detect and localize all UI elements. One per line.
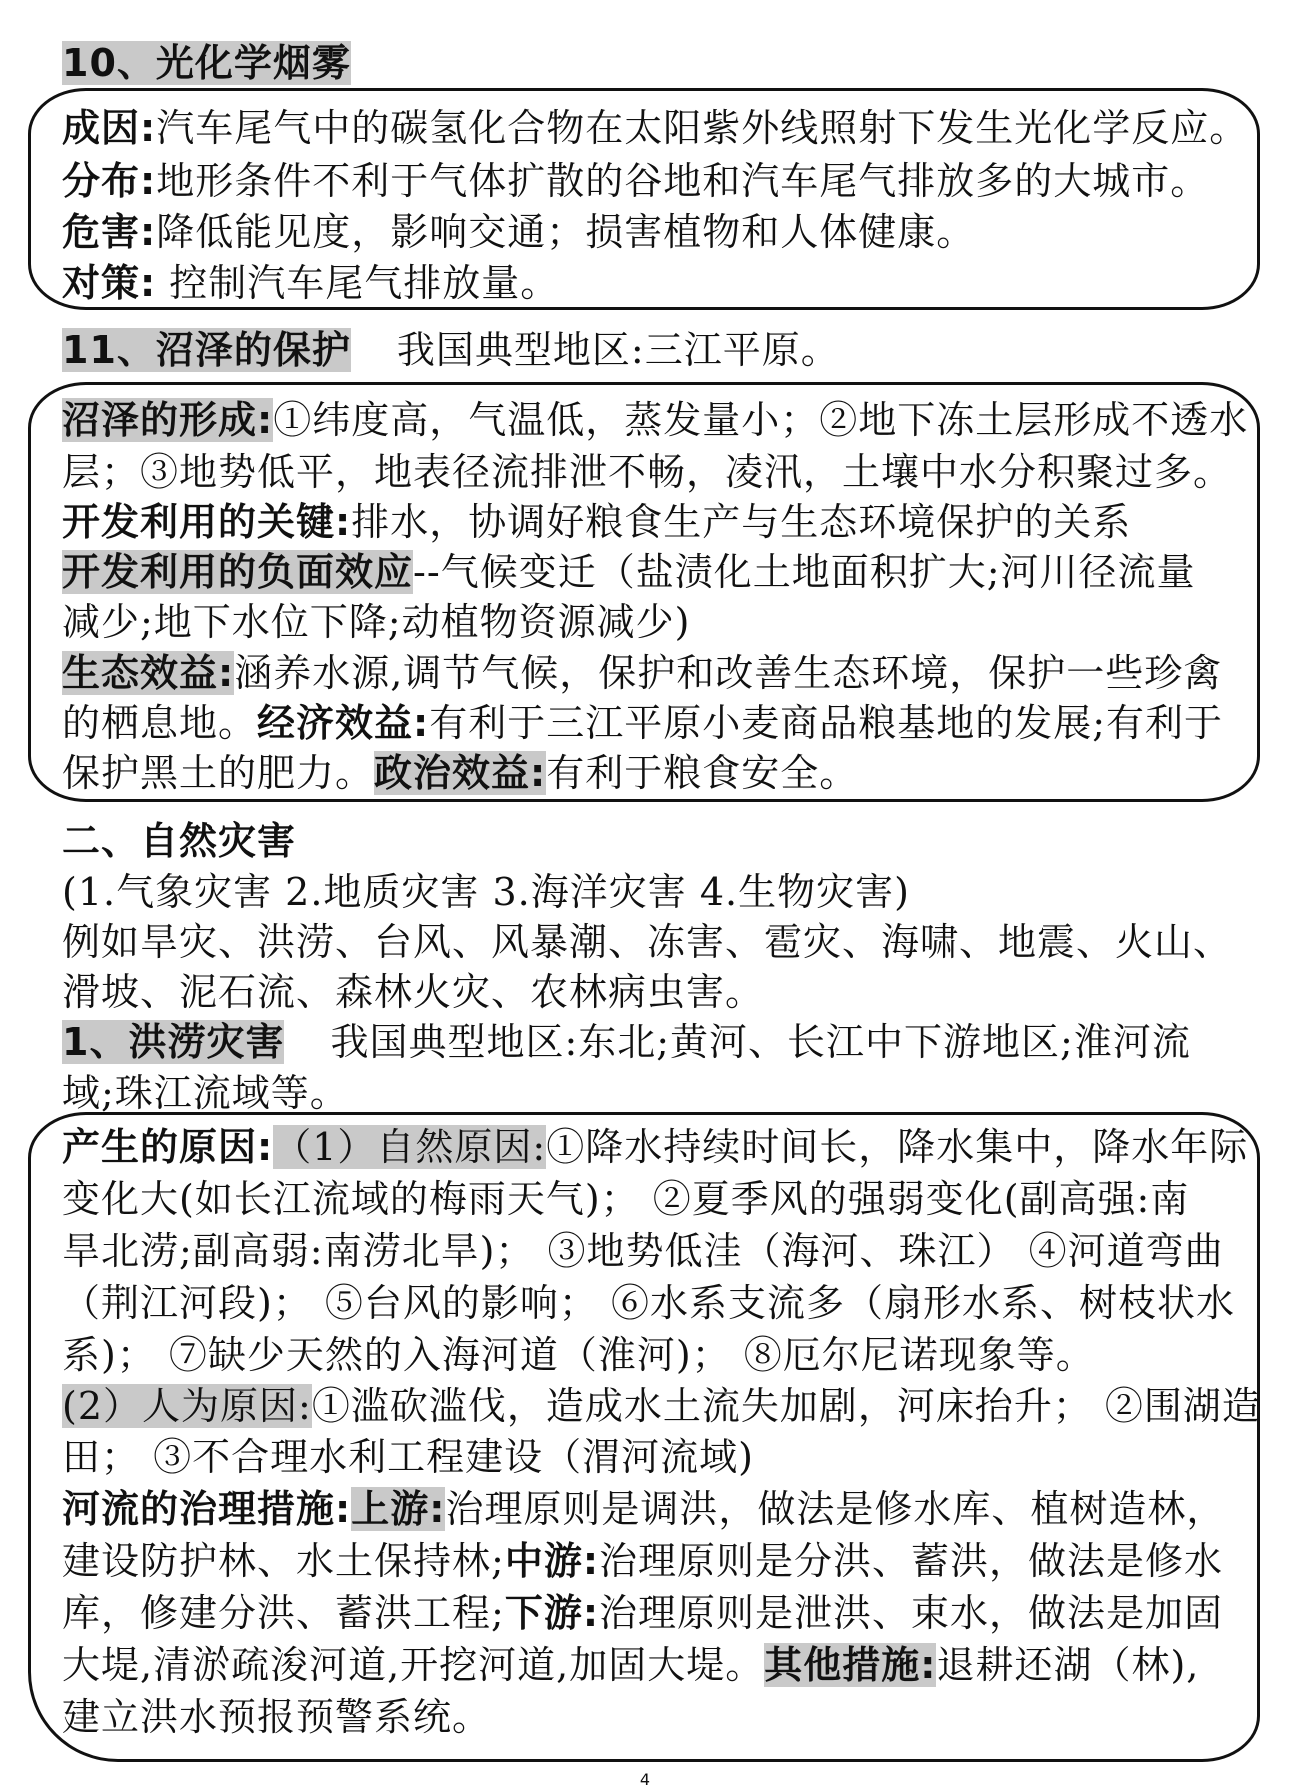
downstream-label: 下游: [504, 1591, 600, 1635]
cause-text: 汽车尾气中的碳氢化合物在太阳紫外线照射下发生光化学反应。 [156, 106, 1249, 150]
human-cause-text: ①滥砍滥伐，造成水土流失加剧，河床抬升； ②围湖造 [311, 1384, 1261, 1428]
natural-cause-text: 系)； ⑦缺少天然的入海河道（淮河)； ⑧厄尔尼诺现象等。 [62, 1333, 1095, 1377]
typical-region: 我国典型地区:三江平原。 [396, 328, 840, 372]
governance-row [62, 1484, 1246, 1534]
governance-row-3 [62, 1588, 1246, 1638]
governance-row-4 [62, 1640, 1246, 1690]
econ-row-2 [62, 748, 1246, 798]
section-title: 1、洪涝灾害 [62, 1020, 285, 1064]
examples-text: 例如旱灾、洪涝、台风、风暴潮、冻害、雹灾、海啸、地震、火山、 [62, 920, 1233, 964]
econ-text: 有利于三江平原小麦商品粮基地的发展;有利于 [429, 701, 1224, 745]
disaster-examples [62, 917, 1246, 967]
politics-text: 有利于粮食安全。 [546, 751, 859, 795]
human-cause-label: (2）人为原因: [62, 1384, 312, 1428]
natural-row-3 [62, 1226, 1246, 1276]
key-row [62, 497, 1246, 547]
downstream-text: 治理原则是泄洪、束水，做法是加固 [599, 1591, 1224, 1635]
formation-text: 层；③地势低平，地表径流排泄不畅，凌汛，土壤中水分积聚过多。 [62, 450, 1233, 494]
examples-text: 滑坡、泥石流、森林火灾、农林病虫害。 [62, 970, 765, 1014]
distribution-label: 分布: [62, 159, 157, 203]
negative-label: 开发利用的负面效应 [62, 550, 414, 594]
governance-label: 河流的治理措施: [62, 1487, 352, 1531]
part-2-heading [62, 816, 1246, 866]
natural-cause-text: （荆江河段)； ⑤台风的影响； ⑥水系支流多（扇形水系、树枝状水 [62, 1281, 1235, 1325]
measure-row [62, 258, 1246, 308]
downstream-text: 大堤,清淤疏浚河道,开挖河道,加固大堤。 [62, 1643, 765, 1687]
harm-text: 降低能见度，影响交通；损害植物和人体健康。 [156, 210, 976, 254]
natural-cause-text: 旱北涝;副高弱:南涝北旱)； ③地势低洼（海河、珠江） ④河道弯曲 [62, 1229, 1224, 1273]
negative-text: --气候变迁（盐渍化土地面积扩大;河川径流量 [413, 550, 1196, 594]
formation-label: 沼泽的形成: [62, 398, 274, 442]
typical-region: 域;珠江流域等。 [62, 1071, 349, 1115]
other-measures-text: 退耕还湖（林), [936, 1643, 1200, 1687]
section-1-region-2 [62, 1068, 1246, 1118]
disaster-types-text: (1.气象灾害 2.地质灾害 3.海洋灾害 4.生物灾害) [62, 870, 910, 914]
natural-row-2 [62, 1174, 1246, 1224]
flood-cause-row [62, 1122, 1249, 1172]
natural-row-5 [62, 1330, 1246, 1380]
eco-row [62, 648, 1246, 698]
cause-label: 成因: [62, 106, 157, 150]
disaster-types [62, 867, 1246, 917]
page-number: 4 [639, 1770, 651, 1789]
upstream-label: 上游: [351, 1487, 446, 1531]
formation-row [62, 395, 1249, 445]
midstream-text: 治理原则是分洪、蓄洪，做法是修水 [599, 1539, 1224, 1583]
midstream-label: 中游: [504, 1539, 600, 1583]
cause-label: 产生的原因: [62, 1125, 274, 1169]
eco-label: 生态效益: [62, 651, 235, 695]
distribution-row [62, 156, 1246, 206]
econ-label: 经济效益: [257, 701, 430, 745]
section-title: 11、沼泽的保护 [62, 328, 351, 372]
econ-text: 保护黑土的肥力。 [62, 751, 375, 795]
key-text: 排水，协调好粮食生产与生态环境保护的关系 [351, 500, 1132, 544]
natural-row-4 [62, 1278, 1246, 1328]
upstream-text: 治理原则是调洪，做法是修水库、植树造林， [445, 1487, 1226, 1531]
formation-text: ①纬度高，气温低，蒸发量小；②地下冻土层形成不透水 [273, 398, 1249, 442]
measure-text: 控制汽车尾气排放量。 [156, 261, 560, 305]
human-cause-row-2 [62, 1432, 1246, 1482]
section-11-heading [62, 325, 1246, 375]
midstream-text: 库，修建分洪、蓄洪工程; [62, 1591, 505, 1635]
disaster-examples-2 [62, 967, 1246, 1017]
section-1-heading [62, 1017, 1246, 1067]
negative-row [62, 547, 1246, 597]
negative-text: 减少;地下水位下降;动植物资源减少) [62, 600, 691, 644]
harm-label: 危害: [62, 210, 157, 254]
typical-region: 我国典型地区:东北;黄河、长江中下游地区;淮河流 [330, 1020, 1191, 1064]
governance-row-5 [62, 1692, 1246, 1742]
section-title: 10、光化学烟雾 [62, 41, 351, 85]
other-measures-text: 建立洪水预报预警系统。 [62, 1695, 492, 1739]
key-label: 开发利用的关键: [62, 500, 352, 544]
natural-cause-text: ①降水持续时间长，降水集中，降水年际 [546, 1125, 1249, 1169]
formation-row-2 [62, 447, 1246, 497]
negative-row-2 [62, 597, 1246, 647]
human-cause-text: 田； ③不合理水利工程建设（渭河流域) [62, 1435, 754, 1479]
governance-row-2 [62, 1536, 1246, 1586]
harm-row [62, 207, 1246, 257]
natural-cause-label: （1）自然原因: [273, 1125, 547, 1169]
distribution-text: 地形条件不利于气体扩散的谷地和汽车尾气排放多的大城市。 [156, 159, 1210, 203]
eco-text: 涵养水源,调节气候，保护和改善生态环境，保护一些珍禽 [234, 651, 1223, 695]
human-cause-row [62, 1381, 1261, 1431]
cause-row [62, 103, 1249, 153]
measure-label: 对策: [62, 261, 157, 305]
upstream-text: 建设防护林、水土保持林; [62, 1539, 505, 1583]
eco-text: 的栖息地。 [62, 701, 258, 745]
other-measures-label: 其他措施: [764, 1643, 937, 1687]
natural-cause-text: 变化大(如长江流域的梅雨天气)； ②夏季风的强弱变化(副高强:南 [62, 1177, 1190, 1221]
eco-row-2 [62, 698, 1246, 748]
politics-label: 政治效益: [374, 751, 547, 795]
part-title: 二、自然灾害 [62, 819, 297, 863]
section-10-heading [62, 38, 1246, 88]
